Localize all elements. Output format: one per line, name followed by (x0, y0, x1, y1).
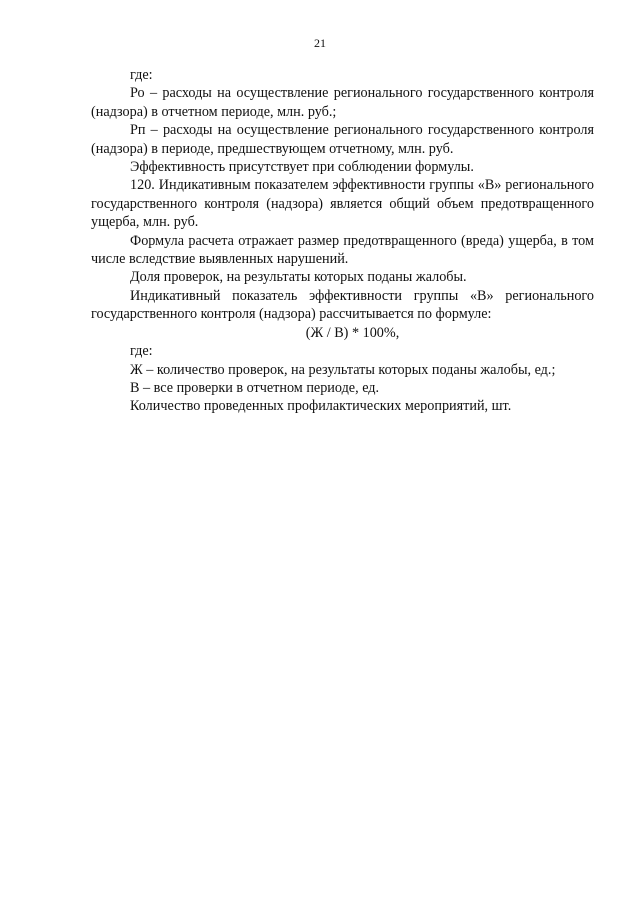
paragraph-preventive-measures: Количество проведенных профилактических мероприятий, шт. (130, 398, 512, 415)
paragraph-zh-definition: Ж – количество проверок, на результаты которых поданы жалобы, ед.; (130, 361, 556, 378)
formula: (Ж / В) * 100%, (305, 324, 400, 341)
paragraph-v-definition: В – все проверки в отчетном периоде, ед. (130, 379, 380, 396)
paragraph-efficiency-condition: Эффективность присутствует при соблюдении формулы. (130, 159, 474, 176)
document-body (91, 66, 594, 416)
paragraph-rp-definition: Рп – расходы на осуществление регионального государственного контроля (надзора) в периоде, предшествующем отчетному, млн. руб. (91, 122, 594, 157)
paragraph-where: где: (130, 67, 153, 83)
paragraph-formula-description: Формула расчета отражает размер предотвращенного (вреда) ущерба, в том числе вследствие выявленных нарушений. (91, 232, 594, 268)
paragraph-ro-definition: Ро – расходы на осуществление регионального государственного контроля (надзора) в отчетном периоде, млн. руб.; (91, 85, 594, 120)
paragraph-item-120: 120. Индикативным показателем эффективности группы «В» регионального государственного контроля (надзора) является общий объем предотвращенного ущерба, млн. руб. (91, 177, 594, 231)
paragraph-indicator-calculation: Индикативный показатель эффективности группы «В» регионального государственного контроля (надзора) рассчитывается по формуле: (91, 287, 594, 323)
page-number: 21 (314, 36, 326, 50)
paragraph-complaints-share: Доля проверок, на результаты которых поданы жалобы. (130, 269, 467, 286)
paragraph-where-2: где: (130, 343, 153, 360)
